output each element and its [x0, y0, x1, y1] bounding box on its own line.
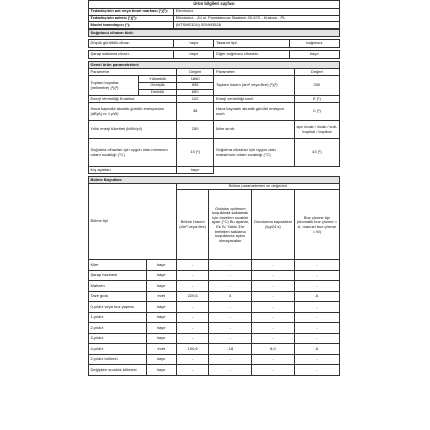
compartment-freeze: -	[252, 312, 295, 323]
compartment-row	[89, 302, 340, 313]
compartment-name: 3-yıldız	[89, 333, 147, 344]
compartment-name: Kiler	[89, 260, 147, 271]
compartment-name: Şarap hazinesi	[89, 270, 147, 281]
param-col-header-2: Parametre	[214, 69, 294, 76]
compartment-name: 4-yıldız	[89, 344, 147, 355]
total-volume-value: 330	[294, 76, 339, 96]
compartment-volume: -	[176, 365, 209, 376]
supplier-address-value: Electrolux - Żd ul. Powstancow Slaskich 30-570 - Krakow - PL	[174, 15, 340, 22]
compartment-row	[89, 333, 340, 344]
compartment-present: hayır	[146, 365, 176, 376]
compartment-present: hayır	[146, 260, 176, 271]
col-freeze-header: Dondurma kapasitesi (kg/24 s)	[252, 190, 295, 260]
design-type-value: bağımsız	[289, 39, 339, 47]
compartment-volume: -	[176, 323, 209, 334]
compartment-row	[89, 260, 340, 271]
compartment-freeze: -	[252, 302, 295, 313]
compartment-name: 2-yıldız	[89, 323, 147, 334]
low-noise-label: Düşük gürültülü cihaz:	[89, 39, 174, 47]
winter-setting-value: hayır	[176, 167, 214, 174]
compartments-header: Bölme Boyutları:	[89, 176, 340, 183]
compartment-defrost: -	[294, 281, 339, 292]
compartment-defrost: -	[294, 260, 339, 271]
compartment-volume: -	[176, 302, 209, 313]
climate-class-label: İklim sınıfı:	[214, 121, 294, 139]
eei-label: Enerji Verimliliği Endeksi:	[89, 96, 177, 103]
col-volume-header: Bölme Hacmi (dm³ veya litre)	[176, 190, 209, 260]
compartment-freeze: -	[252, 365, 295, 376]
winter-setting-label: Kış ayarları	[89, 167, 177, 174]
compartment-temp: -18	[209, 344, 252, 355]
dimensions-label: Toplam boyutlar (milimetre) (¹)(²)	[89, 76, 139, 96]
max-temp-label: Soğutma cihazları için uygun olan maksimum ortam sıcaklığı (°C)	[214, 139, 294, 167]
width-label: Genişlik	[139, 82, 177, 89]
compartment-present: hayır	[146, 302, 176, 313]
compartment-row	[89, 344, 340, 355]
compartment-freeze: -	[252, 323, 295, 334]
compartment-defrost: -	[294, 333, 339, 344]
design-type-label: Tasarım tipi:	[214, 39, 289, 47]
compartment-defrost: -	[294, 365, 339, 376]
compartment-type-label: Bölme tipi	[89, 183, 177, 260]
model-label: Model tanımlayıcı (¹):	[89, 22, 174, 29]
cooling-type-header: Soğutucu cihazın türü:	[89, 30, 340, 37]
height-label: Yükseklik	[139, 76, 177, 83]
compartment-temp: -	[209, 270, 252, 281]
wine-storage-value: hayır	[174, 50, 214, 58]
compartment-freeze: -	[252, 260, 295, 271]
supplier-brand-label: Tedarikçinin adı veya ticari markası (¹)(²):	[89, 8, 174, 15]
compartment-volume: -	[176, 312, 209, 323]
eei-value: 102	[176, 96, 214, 103]
compartment-present: evet	[146, 291, 176, 302]
compartment-row	[89, 323, 340, 334]
climate-class-value: ayrı ılıcak / ılıcak / sub-tropikal / tropikal	[294, 121, 339, 139]
noise-class-value: C (¹)	[294, 103, 339, 121]
compartment-freeze: -	[252, 281, 295, 292]
col-temp-header: Gıdaları optimum koşullarda saklamak için önerilen sıcaklık ayarı (°C) Bu ayarlar, Ek IV, Tablo 3'te belirtilen saklama koşullarına aykırı olmayacaktır	[209, 190, 252, 260]
value-col-header-2: Değeri	[294, 69, 339, 76]
compartment-name: Taze gıda	[89, 291, 147, 302]
compartment-row	[89, 291, 340, 302]
compartment-temp: -	[209, 333, 252, 344]
compartment-name: 1-yıldız	[89, 312, 147, 323]
compartment-defrost: -	[294, 323, 339, 334]
max-temp-value: 43 (¹)	[294, 139, 339, 167]
compartment-temp: -	[209, 354, 252, 365]
height-value: 1860	[176, 76, 214, 83]
compartment-volume: 229,6	[176, 291, 209, 302]
noise-value: 38	[176, 103, 214, 121]
energy-class-value: E (¹)	[294, 96, 339, 103]
compartment-row	[89, 312, 340, 323]
compartment-freeze: -	[252, 354, 295, 365]
min-temp-label: Soğutma cihazları için uygun olan minimum ortam sıcaklığı (°C)	[89, 139, 177, 167]
compartment-temp: -	[209, 260, 252, 271]
compartment-temp: -	[209, 281, 252, 292]
compartment-volume: -	[176, 333, 209, 344]
supplier-table	[88, 0, 340, 29]
compartment-present: hayır	[146, 323, 176, 334]
compartment-defrost: A	[294, 291, 339, 302]
other-appliance-label: Diğer soğutucu cihazlar:	[214, 50, 289, 58]
compartment-freeze: 8,0	[252, 344, 295, 355]
compartment-name: 2-yıldız bölümü	[89, 354, 147, 365]
compartment-volume: -	[176, 281, 209, 292]
compartment-present: evet	[146, 344, 176, 355]
compartment-temp: -	[209, 365, 252, 376]
compartment-row	[89, 270, 340, 281]
supplier-brand-value: Electrolux	[174, 8, 340, 15]
value-col-header: Değeri	[176, 69, 214, 76]
compartment-temp: -	[209, 302, 252, 313]
model-value: (NTSME32U) 925993526	[174, 22, 340, 29]
compartment-volume: -	[176, 270, 209, 281]
compartment-freeze: -	[252, 291, 295, 302]
general-params-header: Genel ürün parametreleri:	[89, 62, 340, 69]
depth-label: Derinlik	[139, 89, 177, 96]
noise-label: Hava kaynaklı akustik gürültü emisyonları (dB(A) re 1 pW)	[89, 103, 177, 121]
compartment-params-header: Bölme parametreleri ve değerleri	[176, 183, 339, 190]
sheet-title: Ürün bilgileri sayfası	[89, 1, 340, 9]
general-params-table	[88, 61, 340, 173]
compartment-defrost: A	[294, 344, 339, 355]
annual-energy-label: Yıllık enerji tüketimi (kWh/yıl)	[89, 121, 177, 139]
compartment-volume: -	[176, 260, 209, 271]
compartment-defrost: -	[294, 354, 339, 365]
compartment-row	[89, 365, 340, 376]
compartment-defrost: -	[294, 270, 339, 281]
product-info-sheet	[88, 0, 340, 376]
low-noise-value: hayır	[174, 39, 214, 47]
annual-energy-value: 250	[176, 121, 214, 139]
compartment-row	[89, 281, 340, 292]
compartment-defrost: -	[294, 302, 339, 313]
total-volume-label: Toplam hacim (dm³ veya litre) (¹)(²)	[214, 76, 294, 96]
cooling-type-table	[88, 29, 340, 61]
width-value: 595	[176, 82, 214, 89]
compartment-volume: 100,6	[176, 344, 209, 355]
col-defrost-header: Buz çözme tipi (otomatik buz çözme = A, manuel buz çözme = M)	[294, 190, 339, 260]
compartment-temp: -	[209, 312, 252, 323]
compartment-temp: 4	[209, 291, 252, 302]
compartment-name: Değişken sıcaklık bölmesi	[89, 365, 147, 376]
param-col-header: Parametre	[89, 69, 177, 76]
min-temp-value: 10 (¹)	[176, 139, 214, 167]
compartment-present: hayır	[146, 333, 176, 344]
compartment-rows	[89, 260, 340, 376]
compartment-present: hayır	[146, 312, 176, 323]
compartment-temp: -	[209, 323, 252, 334]
energy-class-label: Enerji verimliliği sınıfı	[214, 96, 294, 103]
compartment-freeze: -	[252, 270, 295, 281]
compartments-table	[88, 176, 340, 376]
compartment-present: hayır	[146, 281, 176, 292]
compartment-volume: -	[176, 354, 209, 365]
other-appliance-value: hayır	[289, 50, 339, 58]
wine-storage-label: Şarap saklama cihazı:	[89, 50, 174, 58]
compartment-defrost: -	[294, 312, 339, 323]
compartment-row	[89, 354, 340, 365]
compartment-name: 0-yıldız veya buz yapma	[89, 302, 147, 313]
compartment-freeze: -	[252, 333, 295, 344]
depth-value: 650	[176, 89, 214, 96]
noise-class-label: Hava kaynaklı akustik gürültü emisyon sınıfı	[214, 103, 294, 121]
compartment-present: hayır	[146, 354, 176, 365]
supplier-address-label: Tedarikçinin adresi (¹)(²):	[89, 15, 174, 22]
compartment-name: Mahzen	[89, 281, 147, 292]
compartment-present: hayır	[146, 270, 176, 281]
